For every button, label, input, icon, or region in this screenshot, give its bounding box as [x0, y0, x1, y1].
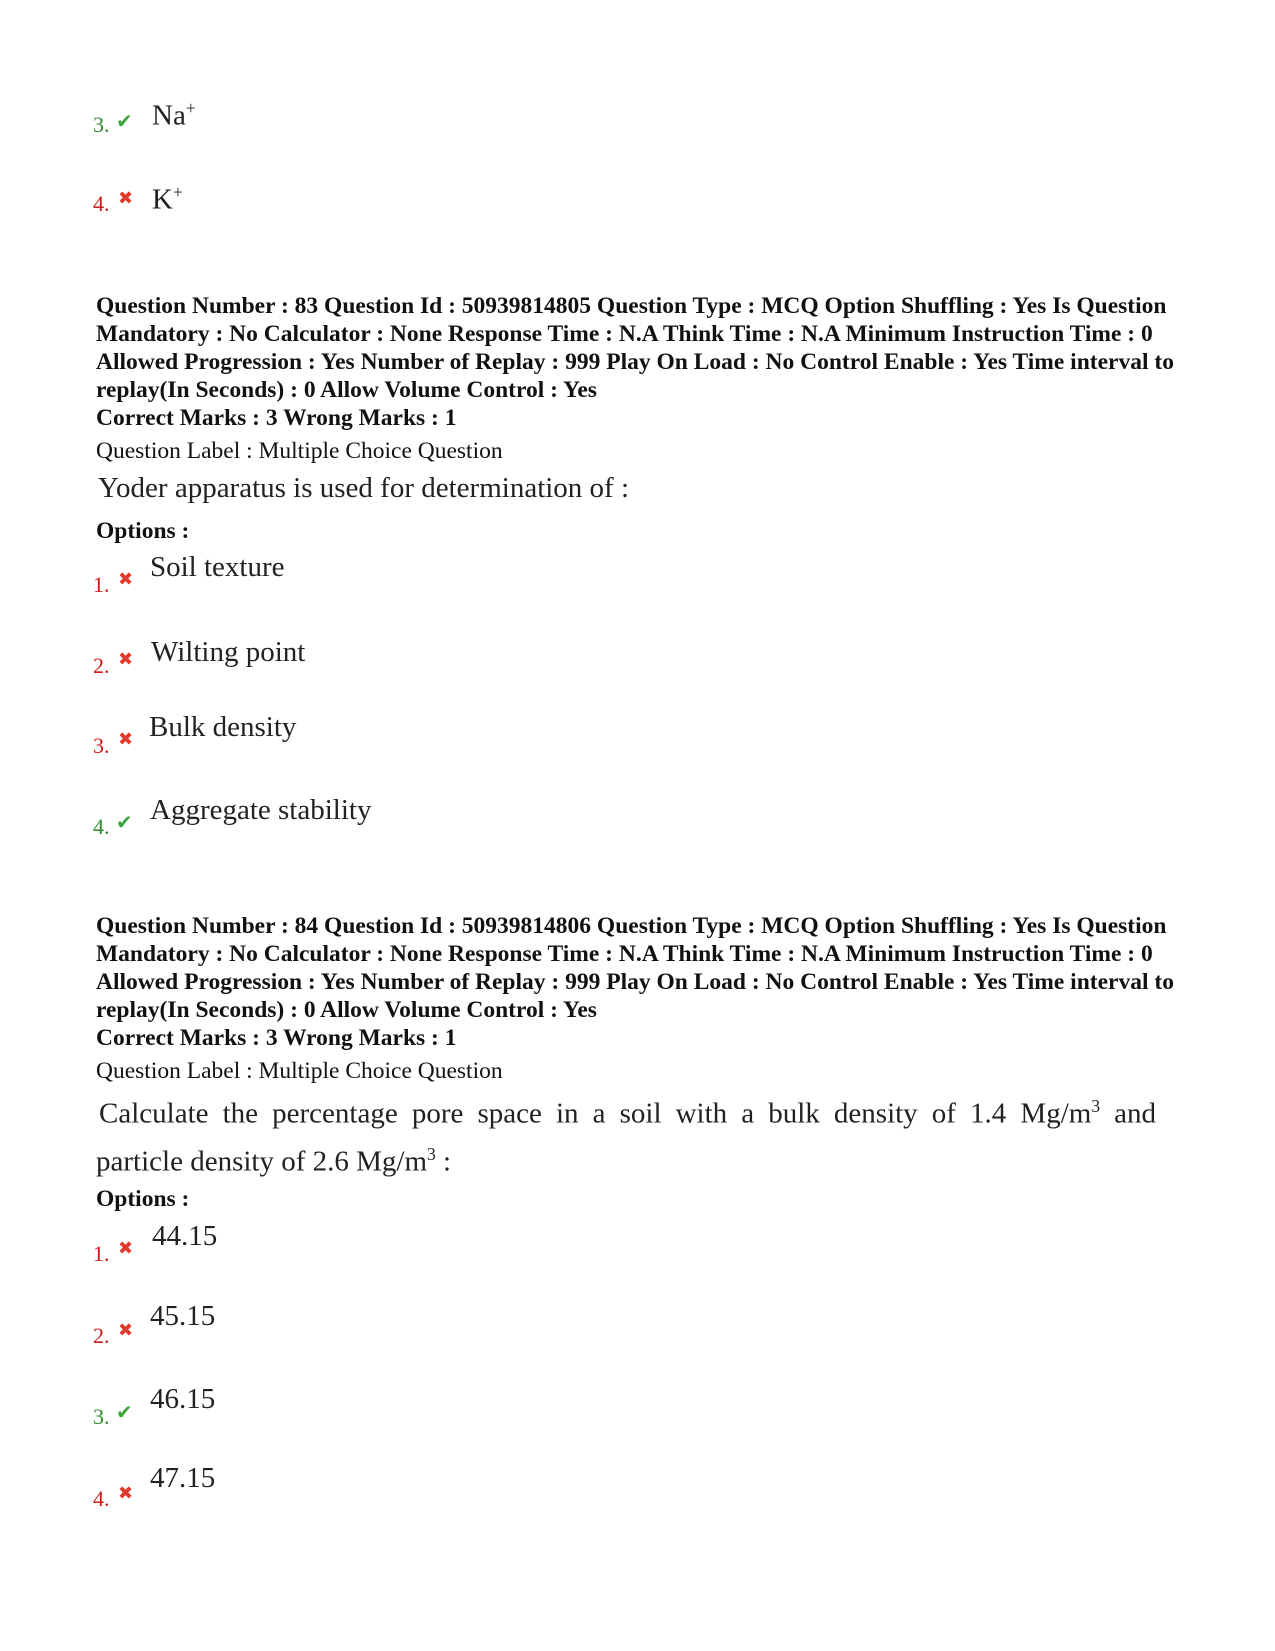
option-number: 3.	[93, 733, 110, 758]
option-text: Aggregate stability	[150, 794, 372, 826]
option-text: K+	[152, 182, 183, 216]
check-icon: ✔	[116, 1400, 133, 1424]
option-number: 4.	[93, 191, 110, 216]
cross-icon: ✖	[118, 729, 134, 750]
option-text: Wilting point	[151, 636, 306, 668]
cross-icon: ✖	[118, 188, 134, 209]
question-text-line-2: particle density of 2.6 $Mg/m^3$ :	[96, 1144, 452, 1178]
option-text: Soil texture	[150, 551, 285, 583]
option-number: 3.	[93, 1404, 110, 1429]
option-number: 4.	[93, 814, 110, 839]
option-number: 1.	[93, 572, 110, 597]
option-number: 2.	[93, 653, 110, 678]
option-text: 45.15	[150, 1300, 216, 1332]
check-icon: ✔	[116, 810, 133, 834]
marks-line: Correct Marks : 3 Wrong Marks : 1	[96, 1025, 457, 1051]
question-label: Question Label : Multiple Choice Question	[96, 1058, 503, 1084]
option-number: 3.	[93, 112, 110, 137]
option-text: 47.15	[150, 1462, 216, 1494]
cross-icon: ✖	[118, 569, 134, 590]
option-text: 44.15	[152, 1220, 218, 1252]
cross-icon: ✖	[118, 1320, 134, 1341]
option-text: Na+	[152, 98, 196, 132]
question-label: Question Label : Multiple Choice Question	[96, 438, 503, 464]
options-heading: Options :	[96, 518, 190, 544]
cross-icon: ✖	[118, 1238, 134, 1259]
option-text: 46.15	[150, 1383, 216, 1415]
question-text: Yoder apparatus is used for determination of :	[98, 472, 630, 504]
question-meta: Question Number : 84 Question Id : 50939814806 Question Type : MCQ Option Shuffling : Yes Is Question Mandatory : No Calculator : None Response Time : N.A Think Time : N.A Minimum Instruction Time : 0 Allowed Progression : Yes Number of Replay : 999 Play On Load : No Control Enable : Yes Time interval to replay(In Seconds) : 0 Allow Volume Control : Yes	[96, 913, 1174, 1023]
check-icon: ✔	[116, 109, 133, 133]
question-meta: Question Number : 83 Question Id : 50939814805 Question Type : MCQ Option Shuffling : Yes Is Question Mandatory : No Calculator : None Response Time : N.A Think Time : N.A Minimum Instruction Time : 0 Allowed Progression : Yes Number of Replay : 999 Play On Load : No Control Enable : Yes Time interval to replay(In Seconds) : 0 Allow Volume Control : Yes	[96, 293, 1174, 403]
cross-icon: ✖	[118, 1483, 134, 1504]
option-number: 2.	[93, 1323, 110, 1348]
option-number: 1.	[93, 1241, 110, 1266]
cross-icon: ✖	[118, 649, 134, 670]
marks-line: Correct Marks : 3 Wrong Marks : 1	[96, 405, 457, 431]
question-text-line-1: Calculate the percentage pore space in a soil with a bulk density of 1.4 $Mg/m^3$ and	[99, 1096, 1156, 1130]
option-text: Bulk density	[149, 711, 297, 743]
options-heading: Options :	[96, 1186, 190, 1212]
option-number: 4.	[93, 1486, 110, 1511]
